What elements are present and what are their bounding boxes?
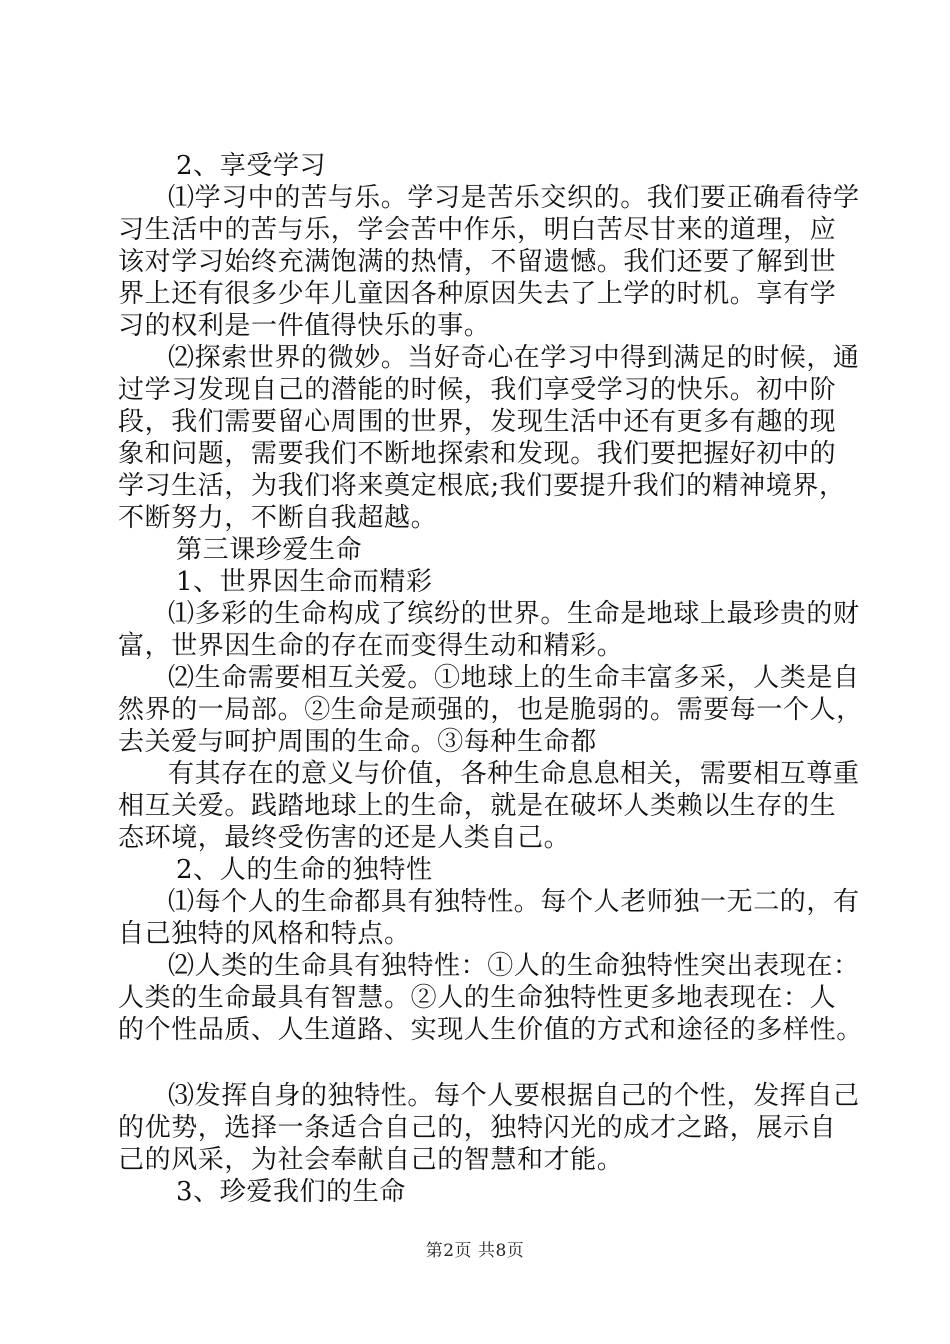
paragraph-line: 习的权利是一件值得快乐的事。 bbox=[118, 311, 491, 341]
paragraph-line: ⑴每个人的生命都具有独特性。每个人老师独一无二的，有 bbox=[168, 887, 860, 917]
section-heading: 2、享受学习 bbox=[176, 151, 327, 181]
paragraph-line: 习生活中的苦与乐，学会苦中作乐，明白苦尽甘来的道理，应 bbox=[118, 215, 837, 245]
paragraph-spacer bbox=[118, 1046, 848, 1080]
paragraph-line: 人类的生命最具有智慧。②人的生命独特性更多地表现在：人 bbox=[118, 983, 837, 1013]
section-heading: 1、世界因生命而精彩 bbox=[176, 567, 433, 597]
paragraph-line: ⑴学习中的苦与乐。学习是苦乐交织的。我们要正确看待学 bbox=[168, 183, 860, 213]
paragraph-line: 学习生活，为我们将来奠定根底;我们要提升我们的精神境界， bbox=[118, 471, 846, 501]
document-body bbox=[118, 150, 863, 1208]
paragraph-line: 相互关爱。践踏地球上的生命，就是在破坏人类赖以生存的生 bbox=[118, 791, 837, 821]
paragraph-line: 态环境，最终受伤害的还是人类自己。 bbox=[118, 823, 571, 853]
paragraph-line: ⑵生命需要相互关爱。①地球上的生命丰富多采，人类是自 bbox=[168, 663, 860, 693]
paragraph-line: 的优势，选择一条适合自己的，独特闪光的成才之路，展示自 bbox=[118, 1113, 837, 1143]
paragraph-line: 界上还有很多少年儿童因各种原因失去了上学的时机。享有学 bbox=[118, 279, 837, 309]
paragraph-line: 有其存在的意义与价值，各种生命息息相关，需要相互尊重 bbox=[168, 759, 860, 789]
paragraph-line: 去关爱与呵护周围的生命。③每种生命都 bbox=[118, 727, 597, 757]
paragraph-line: 段，我们需要留心周围的世界，发现生活中还有更多有趣的现 bbox=[118, 407, 837, 437]
paragraph-line: 富，世界因生命的存在而变得生动和精彩。 bbox=[118, 631, 624, 661]
section-heading: 3、珍爱我们的生命 bbox=[176, 1177, 406, 1207]
paragraph-line: 不断努力，不断自我超越。 bbox=[118, 503, 438, 533]
lesson-title: 第三课珍爱生命 bbox=[176, 535, 363, 565]
paragraph-line: 自己独特的风格和特点。 bbox=[118, 919, 411, 949]
paragraph-line: 然界的一局部。②生命是顽强的，也是脆弱的。需要每一个人， bbox=[118, 695, 863, 725]
paragraph-line: 过学习发现自己的潜能的时候，我们享受学习的快乐。初中阶 bbox=[118, 375, 837, 405]
paragraph-line: 的个性品质、人生道路、实现人生价值的方式和途径的多样性。 bbox=[118, 1015, 863, 1045]
paragraph-line: ⑵人类的生命具有独特性：①人的生命独特性突出表现在： bbox=[168, 951, 860, 981]
paragraph-line: ⑶发挥自身的独特性。每个人要根据自己的个性，发挥自己 bbox=[168, 1081, 860, 1111]
section-heading: 2、人的生命的独特性 bbox=[176, 855, 433, 885]
page-number-footer: 第2页 共8页 bbox=[425, 1241, 525, 1261]
paragraph-line: ⑴多彩的生命构成了缤纷的世界。生命是地球上最珍贵的财 bbox=[168, 599, 860, 629]
paragraph-line: ⑵探索世界的微妙。当好奇心在学习中得到满足的时候，通 bbox=[168, 343, 860, 373]
paragraph-line: 象和问题，需要我们不断地探索和发现。我们要把握好初中的 bbox=[118, 439, 837, 469]
paragraph-line: 该对学习始终充满饱满的热情，不留遗憾。我们还要了解到世 bbox=[118, 247, 837, 277]
paragraph-line: 己的风采，为社会奉献自己的智慧和才能。 bbox=[118, 1145, 624, 1175]
